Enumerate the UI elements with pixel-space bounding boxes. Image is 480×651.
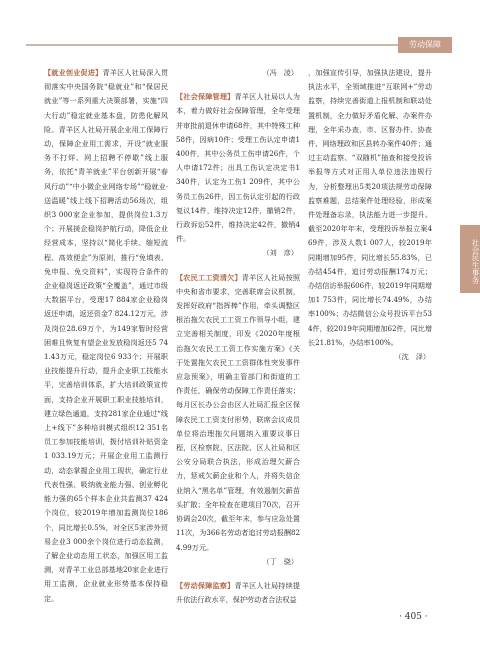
article-byline: （沈 泽）: [394, 352, 430, 362]
article-body: 青羊区人社局以人为本，着力做好社会保障管理，全年受理并审批前退休申请68件，其中特殊工种58件，因病10件；受理工伤认定申请1 400件，其中公务员工伤申请26件，个人申请172件；出具工伤认定决定书1 340件，认定为工伤1 209件，其中公务员工伤26件，因工伤认定引起的行政复议14件，维持决定12件，撤销2件，行政诉讼52件，维持决定42件，撤销4件。: [176, 92, 300, 244]
page-header: [0, 0, 480, 58]
article-paragraph: [44, 66, 168, 606]
article-paragraph: [176, 579, 300, 607]
side-section-tab: 社会民生事务: [460, 225, 480, 293]
article-body: 青羊区人社局持续提升依法行政水平，保护劳动者合法权益: [176, 580, 300, 605]
article-heading: 【农民工工资清欠】: [176, 272, 242, 282]
text-column-1: [44, 66, 168, 606]
article-heading: 【社会保障管理】: [176, 92, 235, 102]
article-byline: （丁 骁）: [262, 556, 298, 566]
text-column-2: [176, 66, 300, 607]
article-byline: （刘 彦）: [262, 248, 298, 258]
article-byline: （冯 凌）: [262, 68, 298, 77]
article-paragraph: [176, 90, 300, 246]
article-heading: 【劳动保障监察】: [176, 580, 235, 590]
header-rule: [26, 44, 424, 46]
article-paragraph: [308, 66, 432, 350]
section-tab: 劳动保障: [398, 37, 452, 53]
article-body: 青羊区人社局深入贯彻落实中央国务院“稳就业”和“保居民就业”等一系列重大决策部署，实施“四大行动”稳定就业基本盘，防患化解风险。青羊区人社局开展企业用工保障行动，保障企业用工需求，开设“就业服务不打烊、网上招聘不停歇”线上服务，依托“青羊就业”平台创新开展“春风行动”“中小微企业网络专场”“稳就业·送温暖”线上线下招聘活动56场次，组织3 000家企业参加，提供岗位1.3万个；开展援企稳岗护航行动，降低企业经营成本，坚持以“简化手续、缩短流程、高效便企”为原则，推行“免填表、免申报、免交资料”，实现符合条件的企业稳岗返还政策“全覆盖”，通过市级大数据平台，受理17 884家企业稳岗返还申请，返还资金7 824.12万元，涉及岗位28.69万个，为149家暂时经营困难且恢复有望企业发放稳岗返还5 741.43万元，稳定岗位6 933个；开展职业技能提升行动，提升企业职工技能水平，完善培训体系，扩大培训政策宣传面，支持企业开展职工职业技能培训，建立绿色通道，支持281家企业通过“线上+线下”多种培训模式组织12 351名员工参加技能培训，拨付培训补贴资金1 033.19万元；开展企业用工监测行动，动态掌握企业用工现状，确定行业代表性强、吸纳就业能力强、创业孵化能力强的65个样本企业共监测37 424个岗位，较2019年增加监测岗位186个，同比增长0.5%，对全区5家涉外贸易企业3 000余个岗位进行动态监测，了解企业动态用工状态，加强区用工监测，对青羊工业总部基地20家企业进行用工监测，企业就业形势基本保持稳定。: [44, 68, 168, 603]
article-body: ，加强宣传引导，加强执法建设，提升执法水平，全领域推进“互联网+”劳动监察，持续完善街道上报机制和联动处置机制，全力做好矛盾化解、办案件办理，全年采办查、市、区督办件、协查件、网络理政和区县转办案件40件；通过主动监察、“双随机”抽查和接受投诉举报等方式对正用人单位违法违规行为，分析整理出5类20项法规劳动保障监察难题，总结案件处理经验，形成案件处理备忘录，执法能力进一步提升。截至2020年年末，受理投诉举报立案469件，涉及人数1 007人，较2019年同期增加95件，同比增长55.83%，已办结454件，追讨劳动报酬174万元；办结信访举报606件，较2019年同期增加1 753件，同比增长74.49%，办结率100%；办结微信公众号投诉平台534件，较2019年同期增加62件，同比增长21.81%，办结率100%。: [308, 68, 432, 347]
text-column-3: [308, 66, 432, 364]
article-paragraph: [176, 271, 300, 555]
article-body: 青羊区人社局按照中央和省市要求，完善联席会议机制，发挥好政府“指挥棒”作用，牵头调整区根治拖欠农民工工资工作领导小组，建立完善相关制度，印发《2020年度根治拖欠农民工工资工作实施方案》《关于处置拖欠农民工工资群体性突发事件应急预案》，明确主管部门和街道的工作责任，确保劳动保障工作责任落实；每月区长办公会由区人社局汇报全区保障农民工工资支付形势，联席会议成员单位将治理拖欠问题纳入重要议事日程，区检察院、区法院、区人社局和区公安分局联合执法，形成治理欠薪合力，惩戒欠薪企业和个人，并将失信企业纳入“黑名单”管理，有效遏制欠薪苗头扩散；全年检查在建项目70次，召开协调会20次，截至年末，参与应急处置11次，为366名劳动者追讨劳动报酬824.99万元。: [176, 272, 301, 552]
article-heading: 【就业创业促进】: [44, 68, 103, 77]
page-number: · 405 ·: [399, 612, 428, 622]
